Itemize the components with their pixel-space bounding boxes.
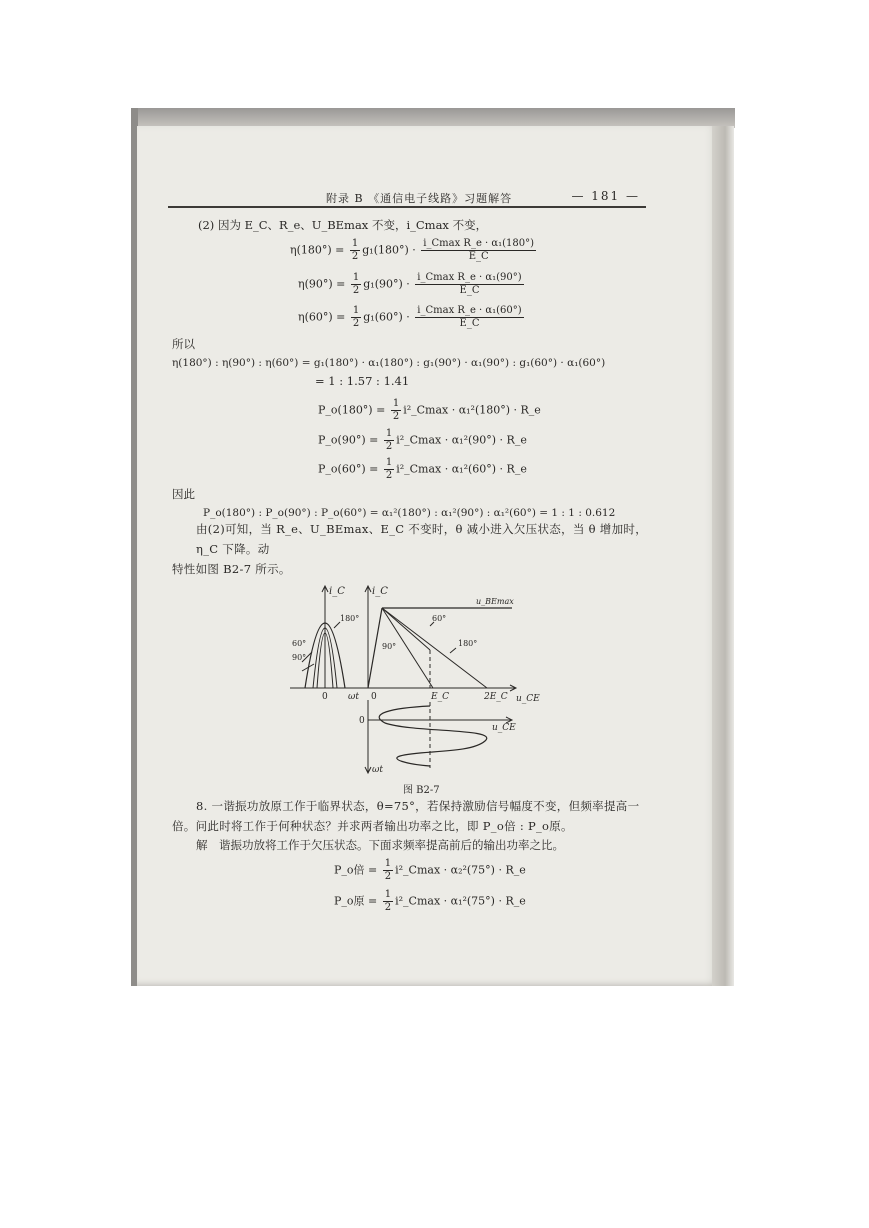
conclusion-line-2: 特性如图 B2-7 所示。 bbox=[172, 562, 291, 576]
two-ec-label: 2E_C bbox=[484, 692, 508, 702]
right-180-label: 180° bbox=[458, 639, 478, 648]
problem8-statement bbox=[172, 796, 652, 836]
left-60-label: 60° bbox=[292, 639, 307, 648]
lower-uce-label: u_CE bbox=[492, 723, 516, 733]
left-ic-label: i_C bbox=[329, 586, 345, 597]
right-ic-label: i_C bbox=[372, 586, 388, 597]
therefore-label: 因此 bbox=[172, 487, 195, 501]
running-header bbox=[168, 186, 646, 208]
ec-label: E_C bbox=[431, 692, 449, 702]
left-90-label: 90° bbox=[292, 653, 307, 662]
left-omega-t-label: ωt bbox=[348, 692, 359, 702]
problem8-solution: 解 谐振功放将工作于欠压状态。下面求频率提高前后的输出功率之比。 bbox=[196, 838, 564, 852]
left-plot bbox=[290, 586, 370, 702]
right-plot bbox=[365, 586, 540, 704]
conclusion-paragraph bbox=[172, 519, 652, 579]
efficiency-ratio: η(180°) : η(90°) : η(60°) = g₁(180°) · α₁(180°) : g₁(90°) · α₁(90°) : g₁(60°) · α₁(60°) bbox=[172, 357, 606, 369]
power-equation-90: P_o(90°) = $\frac{1}{2}$ i²_Cmax · α₁²(90°) · R_e bbox=[318, 428, 527, 452]
lower-plot bbox=[359, 700, 516, 775]
p8-equation-doubled: P_o倍 = $\frac{1}{2}$ i²_Cmax · α₂²(75°) · R_e bbox=[334, 858, 526, 882]
so-label: 所以 bbox=[172, 337, 195, 351]
ube-max-label: u_BEmax bbox=[476, 597, 514, 606]
bleed-through-text bbox=[196, 258, 199, 300]
saturation-line bbox=[368, 608, 382, 688]
eta-equation-60: η(60°) = $\frac{1}{2}$ g₁(60°) · $\frac{\text{i\_Cmax R\_e · α₁(60°)}}{E\_C}$ bbox=[298, 305, 522, 329]
section2-intro: (2) 因为 E_C、R_e、U_BEmax 不变，i_Cmax 不变， bbox=[198, 218, 488, 232]
conclusion-line-1: 由(2)可知，当 R_e、U_BEmax、E_C 不变时，θ 减小进入欠压状态，当 θ 增加时，η_C 下降。动 bbox=[196, 522, 648, 556]
power-equation-180: P_o(180°) = $\frac{1}{2}$ i²_Cmax · α₁²(180°) · R_e bbox=[318, 398, 541, 422]
right-90-label: 90° bbox=[382, 642, 397, 651]
header-title: 附录 B 《通信电子线路》习题解答 bbox=[326, 192, 513, 205]
uce-label: u_CE bbox=[516, 694, 540, 704]
lower-zero-label: 0 bbox=[359, 716, 365, 726]
p8-equation-original: P_o原 = $\frac{1}{2}$ i²_Cmax · α₁²(75°) · R_e bbox=[334, 889, 526, 913]
power-ratio: P_o(180°) : P_o(90°) : P_o(60°) = α₁²(180°) : α₁²(90°) : α₁²(60°) = 1 : 1 : 0.612 bbox=[203, 507, 616, 519]
uce-waveform bbox=[379, 706, 487, 766]
scan-top-edge bbox=[131, 108, 735, 128]
efficiency-ratio-result: = 1 : 1.57 : 1.41 bbox=[315, 374, 410, 388]
left-180-label: 180° bbox=[340, 614, 360, 623]
eta-equation-180: η(180°) = $\frac{1}{2}$ g₁(180°) · $\frac{\text{i\_Cmax R\_e · α₁(180°)}}{E\_C}$ bbox=[290, 238, 535, 262]
eta-equation-90: η(90°) = $\frac{1}{2}$ g₁(90°) · $\frac{\text{i\_Cmax R\_e · α₁(90°)}}{E\_C}$ bbox=[298, 272, 522, 296]
leader-180-right bbox=[450, 648, 456, 653]
power-equation-60: P_o(60°) = $\frac{1}{2}$ i²_Cmax · α₁²(60°) · R_e bbox=[318, 457, 527, 481]
page-number: — 181 — bbox=[571, 189, 640, 203]
right-zero-label: 0 bbox=[371, 692, 377, 702]
page-fold-shadow bbox=[712, 126, 734, 986]
right-60-label: 60° bbox=[432, 614, 447, 623]
figure-caption: 图 B2-7 bbox=[403, 785, 440, 796]
left-zero-label: 0 bbox=[322, 692, 328, 702]
problem8-line-2: 倍。问此时将工作于何种状态？并求两者输出功率之比，即 P_o倍 : P_o原。 bbox=[172, 819, 573, 833]
problem8-line-1: 8. 一谐振功放原工作于临界状态，θ=75°，若保持激励信号幅度不变，但频率提高一 bbox=[196, 799, 640, 813]
lower-omega-t-label: ωt bbox=[372, 765, 383, 775]
figure-b2-7 bbox=[280, 578, 560, 778]
